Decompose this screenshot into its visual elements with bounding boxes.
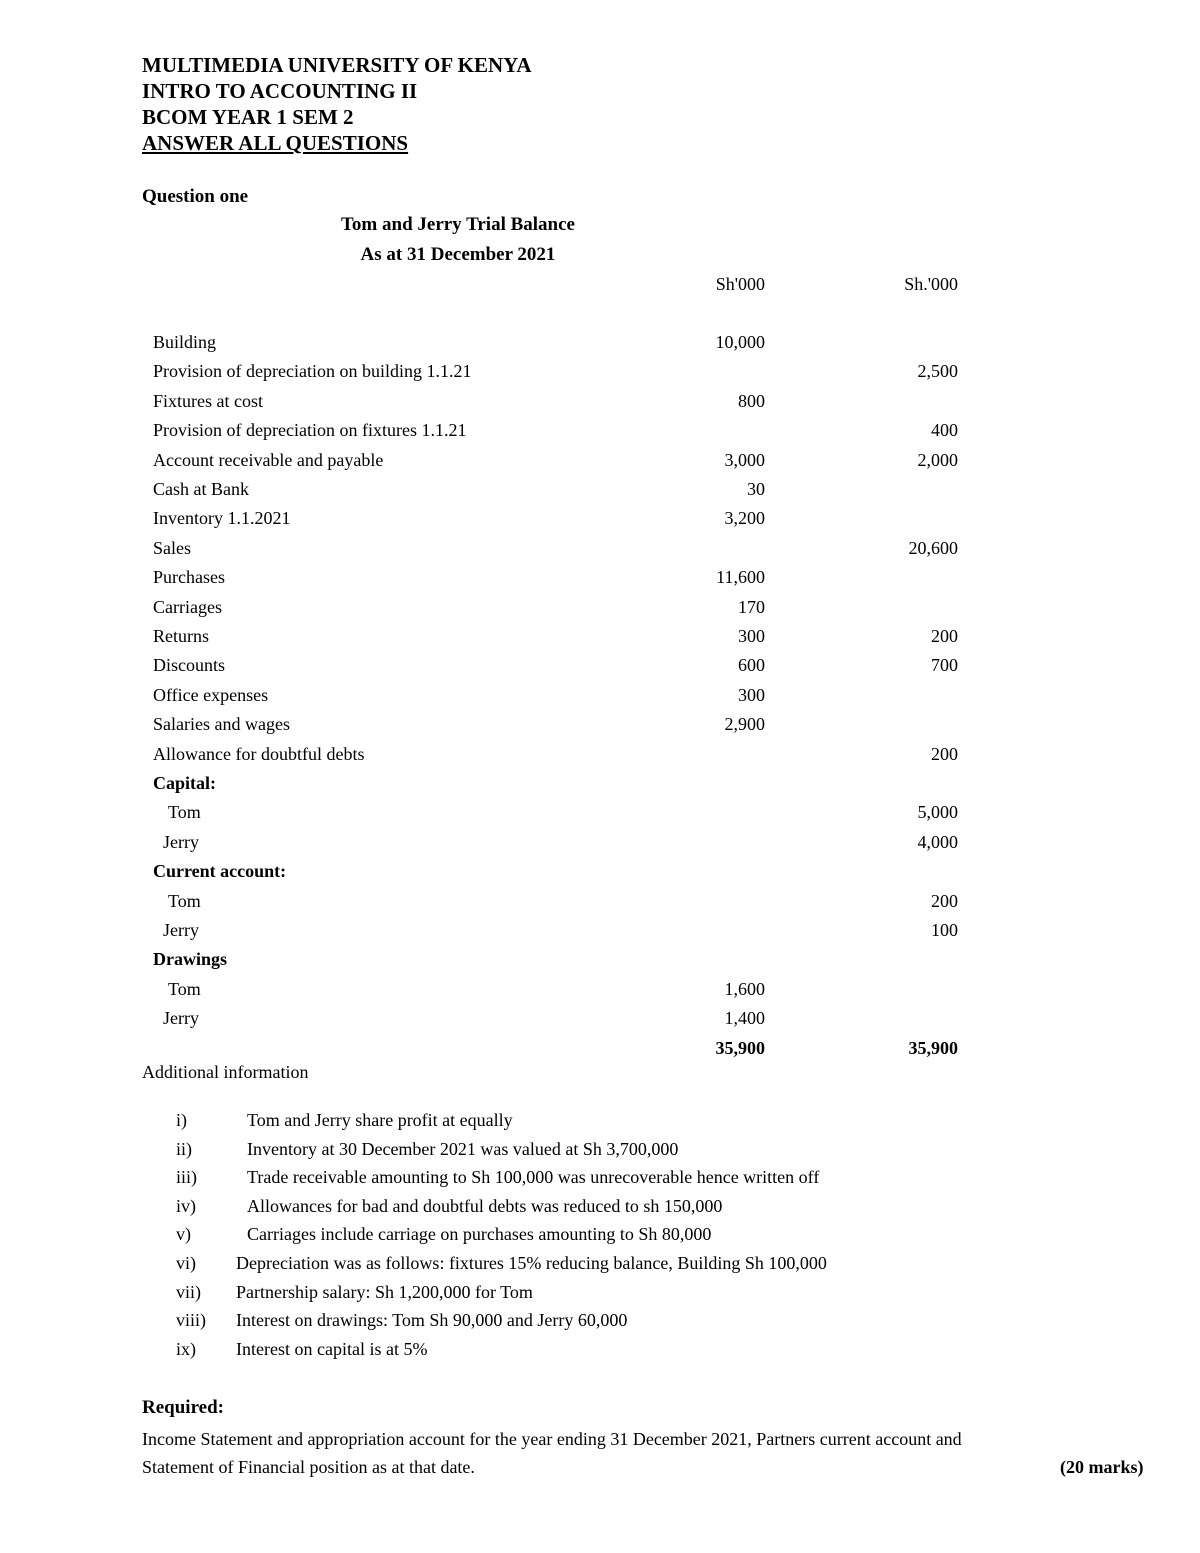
required-text-line1: Income Statement and appropriation account for the year ending 31 December 2021, Partners current account and — [142, 1429, 962, 1449]
table-row — [0, 361, 1200, 390]
row-label: Sales — [153, 537, 191, 558]
table-row — [0, 479, 1200, 508]
row-label: Capital: — [153, 773, 216, 793]
list-item-number: iv) — [176, 1195, 196, 1216]
row-debit: 3,000 — [724, 449, 765, 470]
row-label: Carriages — [153, 596, 222, 617]
table-row — [0, 949, 1200, 978]
list-item-text: Allowances for bad and doubtful debts was reduced to sh 150,000 — [247, 1195, 723, 1216]
row-label: Jerry — [163, 1008, 199, 1029]
list-item-number: vii) — [176, 1281, 201, 1302]
row-label: Jerry — [163, 920, 199, 940]
trial-balance-title: Tom and Jerry Trial Balance — [341, 214, 575, 235]
row-credit: 200 — [931, 626, 958, 646]
credit-column-header: Sh.'000 — [904, 274, 958, 294]
row-debit: 3,200 — [724, 508, 765, 529]
table-row — [0, 773, 1200, 802]
table-row — [0, 979, 1200, 1008]
row-debit: 170 — [738, 596, 765, 617]
table-row — [0, 450, 1200, 479]
row-debit: 1,600 — [724, 978, 765, 999]
row-credit: 20,600 — [908, 537, 958, 558]
row-label: Discounts — [153, 655, 225, 676]
list-item-number: vi) — [176, 1253, 196, 1273]
list-item-text: Interest on capital is at 5% — [236, 1338, 428, 1359]
list-item-number: iii) — [176, 1167, 197, 1188]
additional-info-label: Additional information — [142, 1062, 309, 1082]
table-row — [0, 508, 1200, 537]
row-label: Drawings — [153, 949, 228, 970]
trial-balance-subtitle: As at 31 December 2021 — [360, 244, 556, 265]
row-debit: 300 — [738, 684, 765, 705]
table-row — [0, 332, 1200, 361]
required-text-line2-container — [142, 1453, 1152, 1481]
row-credit: 2,500 — [917, 361, 958, 382]
table-row — [0, 567, 1200, 596]
row-label: Salaries and wages — [153, 714, 290, 735]
row-label: Fixtures at cost — [153, 390, 263, 411]
row-credit: 200 — [931, 890, 958, 911]
row-debit: 11,600 — [716, 567, 765, 588]
marks-allocation: (20 marks) — [1060, 1457, 1144, 1477]
table-row — [0, 626, 1200, 655]
row-label: Office expenses — [153, 684, 269, 705]
row-label: Allowance for doubtful debts — [153, 743, 365, 764]
table-row — [0, 920, 1200, 949]
list-item — [0, 1224, 1200, 1252]
list-item — [0, 1253, 1200, 1281]
list-item-number: v) — [176, 1224, 191, 1245]
list-item-text: Inventory at 30 December 2021 was valued at Sh 3,700,000 — [247, 1138, 679, 1159]
row-credit: 200 — [931, 743, 958, 764]
row-label: Account receivable and payable — [153, 449, 384, 470]
row-credit: 2,000 — [917, 449, 958, 470]
row-label: Cash at Bank — [153, 479, 249, 499]
list-item-text: Tom and Jerry share profit at equally — [247, 1110, 513, 1130]
list-item-number: ix) — [176, 1338, 196, 1359]
table-row — [0, 1008, 1200, 1037]
table-row — [0, 597, 1200, 626]
course-year: BCOM YEAR 1 SEM 2 — [142, 105, 354, 129]
table-row — [0, 538, 1200, 567]
row-credit: 4,000 — [917, 831, 958, 852]
row-debit: 600 — [738, 655, 765, 676]
table-row — [0, 420, 1200, 449]
row-debit: 800 — [738, 390, 765, 411]
required-text-line2: Statement of Financial position as at that date. — [142, 1457, 475, 1477]
list-item — [0, 1167, 1200, 1195]
required-text — [142, 1425, 1152, 1481]
row-credit: 700 — [931, 655, 958, 676]
row-label: Jerry — [163, 831, 199, 852]
row-credit: 100 — [931, 920, 958, 940]
document-header — [142, 52, 532, 156]
list-item — [0, 1339, 1200, 1367]
table-row — [0, 391, 1200, 420]
row-debit: 30 — [747, 479, 765, 499]
course-title: INTRO TO ACCOUNTING II — [142, 79, 418, 103]
list-item — [0, 1310, 1200, 1338]
row-label: Tom — [168, 802, 201, 823]
row-label: Building — [153, 332, 217, 352]
row-label: Provision of depreciation on building 1.1.21 — [153, 361, 472, 382]
list-item-text: Carriages include carriage on purchases amounting to Sh 80,000 — [247, 1224, 712, 1245]
row-label: Current account: — [153, 861, 287, 882]
row-debit: 10,000 — [715, 332, 765, 352]
table-row — [0, 714, 1200, 743]
list-item-number: viii) — [176, 1310, 206, 1331]
row-debit: 1,400 — [724, 1008, 765, 1029]
row-label: Provision of depreciation on fixtures 1.1.21 — [153, 420, 467, 441]
table-row — [0, 861, 1200, 890]
row-label: Tom — [168, 978, 201, 999]
list-item — [0, 1282, 1200, 1310]
list-item-text: Interest on drawings: Tom Sh 90,000 and Jerry 60,000 — [236, 1310, 628, 1331]
row-label: Inventory 1.1.2021 — [153, 508, 291, 529]
table-row — [0, 832, 1200, 861]
list-item — [0, 1196, 1200, 1224]
list-item-text: Partnership salary: Sh 1,200,000 for Tom — [236, 1281, 533, 1302]
row-label: Tom — [168, 890, 201, 911]
table-row — [0, 802, 1200, 831]
exam-instructions: ANSWER ALL QUESTIONS — [142, 131, 409, 155]
debit-column-header: Sh'000 — [715, 274, 765, 294]
row-label: Returns — [153, 626, 209, 646]
required-label: Required: — [142, 1397, 224, 1418]
table-row — [0, 891, 1200, 920]
list-item-number: i) — [176, 1110, 187, 1130]
list-item-text: Depreciation was as follows: fixtures 15% reducing balance, Building Sh 100,000 — [236, 1253, 827, 1273]
university-name: MULTIMEDIA UNIVERSITY OF KENYA — [142, 53, 532, 77]
table-row — [0, 685, 1200, 714]
list-item — [0, 1110, 1200, 1138]
list-item-text: Trade receivable amounting to Sh 100,000 was unrecoverable hence written off — [247, 1167, 820, 1188]
total-credit: 35,900 — [908, 1037, 958, 1058]
total-debit: 35,900 — [715, 1037, 765, 1058]
row-label: Purchases — [153, 567, 225, 588]
table-row — [0, 655, 1200, 684]
row-credit: 400 — [931, 420, 958, 441]
list-item-number: ii) — [176, 1138, 192, 1159]
row-debit: 2,900 — [724, 714, 765, 735]
table-row — [0, 744, 1200, 773]
row-debit: 300 — [738, 626, 765, 646]
row-credit: 5,000 — [917, 802, 958, 823]
question-label: Question one — [142, 186, 249, 207]
list-item — [0, 1139, 1200, 1167]
